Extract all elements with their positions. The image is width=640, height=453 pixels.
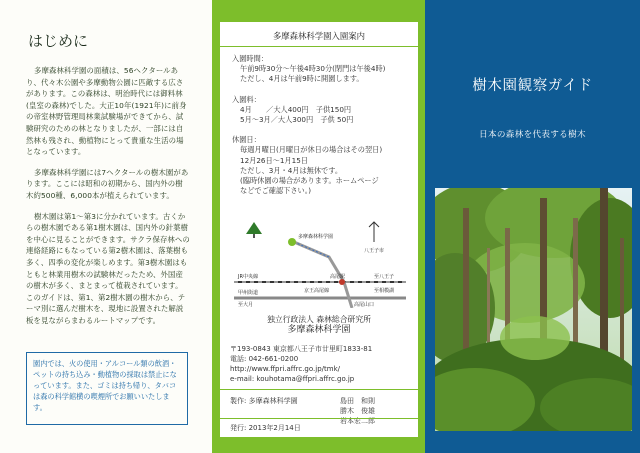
cover-subtitle: 日本の森林を代表する樹木 [479, 130, 586, 140]
closed-line: などでご確認下さい。) [240, 186, 312, 196]
contact-website[interactable]: http://www.ffpri.affrc.go.jp/tmk/ [230, 365, 340, 373]
fee-line: 5月〜3月／大人300円 子供 50円 [240, 115, 354, 125]
production-credit: 製作: 多摩森林科学園 [230, 397, 298, 405]
map-label: JR中央線 [238, 274, 258, 280]
map-label: 多摩森林科学園 [298, 234, 334, 240]
intro-paragraph: 樹木園は第1〜第3に分かれています。古くからの樹木園である第1樹木園は、国内外の針葉樹を中心に見ることができます。サクラ保存林への連絡経路にもなっている第2樹木園は、落葉樹も多く、四季の変化が楽しめます。第3樹木園はもともと林業用樹木の試験林だったため、外国産の樹木が多く、まとまって植栽されています。このガイドは、第1、第2樹木園の樹木から、テーマ別に選んだ樹木を、現地に設置された解説板を見ながらまわるルートマップです。 [26, 211, 190, 325]
org-line1: 独立行政法人 森林総合研究所 [267, 315, 371, 324]
closed-section [232, 135, 418, 196]
publish-date: 発行: 2013年2月14日 [230, 424, 301, 432]
divider [220, 418, 418, 419]
contact-address: 〒193-0843 東京都八王子市廿里町1833-81 [230, 345, 373, 353]
map-label: 八王子市 [364, 248, 385, 254]
fee-line: 4月 ／大人400円 子供150円 [240, 104, 352, 114]
closed-line: ただし、3月・4月は無休です。 [240, 165, 343, 175]
admission-card [220, 22, 418, 437]
hours-line: 午前9時30分〜午後4時30分(閉門は午後4時) [240, 64, 386, 74]
fee-label: 入園料： [232, 94, 261, 104]
map-label: 高尾駅 [330, 274, 346, 280]
rules-notice: 園内では、火の使用・アルコール類の飲酒・ペットの持ち込み・動植物の採取は禁止になっています。また、ゴミは持ち帰り、タバコは森の科学館横の喫煙所でお願いいたします。 [26, 352, 188, 425]
access-map [234, 212, 406, 308]
forest-marker [288, 238, 296, 246]
map-label: 至大月 [238, 302, 254, 308]
hours-section [232, 54, 418, 85]
map-label: 高尾山口 [354, 302, 375, 308]
organization [220, 314, 418, 336]
org-line2: 多摩森林科学園 [287, 325, 351, 335]
staff-names [340, 396, 375, 426]
map-label: 京王高尾線 [304, 288, 330, 294]
cover-title: 樹木園観察ガイド [472, 78, 593, 94]
map-label: 甲州街道 [238, 290, 259, 296]
closed-line: (臨時休園の場合があります。ホームページ [240, 176, 379, 186]
forest-photo [435, 188, 632, 431]
staff-name: 勝木 俊雄 [340, 407, 375, 415]
intro-paragraph: 多摩森林科学園には7ヘクタールの樹木園があります。ここには昭和の初期から、国内外の樹木約500種、6,000本が植えられています。 [26, 167, 189, 200]
divider [220, 46, 418, 47]
map-label: 至相模湖 [374, 288, 395, 294]
hours-line: ただし、4月は午前9時に開園します。 [240, 74, 364, 84]
closed-line: 12月26日〜1月15日 [240, 155, 308, 165]
intro-heading: はじめに [28, 32, 89, 50]
intro-panel [0, 0, 212, 453]
intro-paragraph: 多摩森林科学園の面積は、56ヘクタールあり、代々木公園や多摩動物公園に匹敵する広さがあります。この森林は、明治時代には御料林(皇室の森林)でした。大正10年(1921年)に前身の帝室林野管理局林業試験場ができてから、試験研究のための林となりましたが、一部には自然林も残され、動植物にとって貴重な生活の場となっています。 [26, 66, 187, 157]
forest-photo-illustration [435, 188, 632, 431]
closed-line: 毎週月曜日(月曜日が休日の場合はその翌日) [240, 145, 383, 155]
contact-phone: 電話: 042-661-0200 [230, 355, 299, 363]
admission-title: 多摩森林科学園入園案内 [272, 31, 366, 41]
map-label: 至八王子 [374, 274, 395, 280]
fee-section [232, 95, 418, 126]
staff-name: 島田 和則 [340, 397, 375, 405]
contact-info [230, 344, 372, 384]
staff-name: 岩本宏二郎 [340, 417, 375, 425]
cover-panel [425, 0, 640, 453]
closed-label: 休園日： [232, 135, 261, 145]
divider [220, 389, 418, 390]
hours-label: 入園時間： [232, 54, 268, 63]
contact-email[interactable]: e-mail: kouhotama@ffpri.affrc.go.jp [230, 375, 355, 383]
